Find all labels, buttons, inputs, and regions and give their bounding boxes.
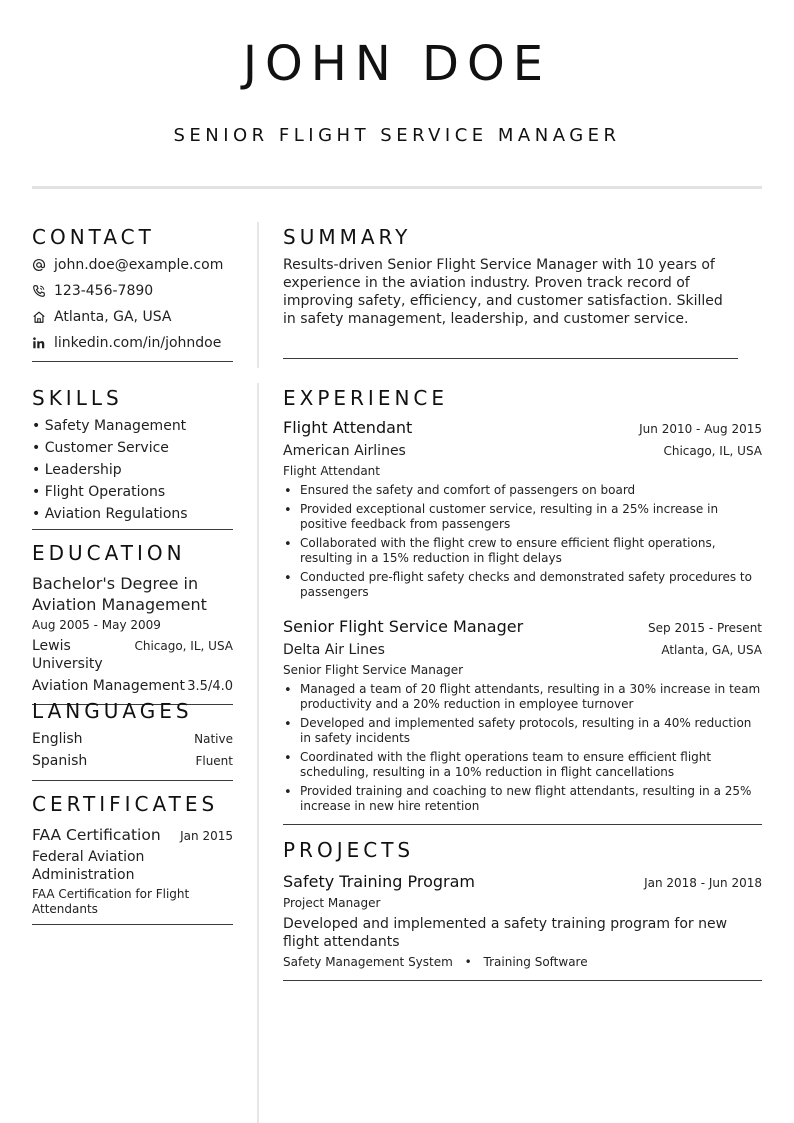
language-name: Spanish (32, 753, 88, 769)
certificate-row (32, 825, 233, 845)
job-bullet: • Ensured the safety and comfort of passengers on board (283, 483, 762, 498)
job-location: Atlanta, GA, USA (661, 643, 762, 657)
certificates-divider (32, 924, 233, 925)
education-section (32, 540, 233, 705)
header-divider (32, 186, 762, 189)
project-dates: Jan 2018 - Jun 2018 (644, 876, 762, 890)
summary-divider (283, 358, 738, 359)
languages-section (32, 698, 233, 781)
candidate-name: JOHN DOE (242, 36, 552, 92)
linkedin-icon (32, 336, 46, 350)
phone-icon (32, 284, 46, 298)
skill-item: • Flight Operations (32, 484, 166, 500)
column-divider-bottom (257, 383, 259, 1123)
job-role: Senior Flight Service Manager (283, 663, 464, 677)
summary-heading: SUMMARY (283, 225, 412, 249)
tool-separator: • (464, 955, 472, 969)
job-dates: Sep 2015 - Present (648, 621, 762, 635)
home-icon (32, 310, 46, 324)
language-level: Native (194, 732, 233, 746)
language-name: English (32, 731, 83, 747)
education-dates: Aug 2005 - May 2009 (32, 618, 161, 632)
experience-divider (283, 824, 762, 825)
certificate-date: Jan 2015 (180, 829, 233, 843)
at-icon (32, 258, 46, 272)
education-heading: EDUCATION (32, 541, 186, 565)
email-text: john.doe@example.com (54, 257, 224, 273)
experience-heading: EXPERIENCE (283, 386, 449, 410)
contact-divider (32, 361, 233, 362)
contact-location (32, 304, 233, 330)
languages-divider (32, 780, 233, 781)
job-bullet: • Conducted pre-flight safety checks and demonstrated safety procedures to passengers (283, 570, 762, 600)
certificates-section (32, 791, 233, 925)
job-header (283, 616, 762, 638)
summary-section (283, 224, 762, 359)
job-header (283, 417, 762, 439)
job-headline: SENIOR FLIGHT SERVICE MANAGER (173, 125, 621, 146)
job-bullet: • Managed a team of 20 flight attendants, resulting in a 30% increase in team productivity and a 20% reduction in employee turnover (283, 682, 762, 712)
contact-section (32, 224, 233, 362)
project-tools (283, 954, 762, 970)
field-row (32, 677, 233, 695)
summary-text: Results-driven Senior Flight Service Manager with 10 years of experience in the aviation industry. Proven track record of improving safety, efficiency, and customer satisfaction. Skilled in safety management, leadership, and customer service. (283, 257, 723, 327)
certificate-name: FAA Certification (32, 826, 161, 844)
projects-section (283, 837, 762, 981)
job-bullet: • Coordinated with the flight operations team to ensure efficient flight scheduling, resulting in a 10% reduction in flight cancellations (283, 750, 762, 780)
school-location: Chicago, IL, USA (134, 639, 233, 653)
company-name: American Airlines (283, 443, 406, 459)
certificates-heading: CERTIFICATES (32, 792, 219, 816)
contact-phone[interactable] (32, 278, 233, 304)
language-item (32, 728, 233, 750)
skills-section (32, 385, 233, 530)
location-text: Atlanta, GA, USA (54, 309, 172, 325)
project-name: Safety Training Program (283, 872, 475, 891)
job-entry (283, 417, 762, 600)
school-row (32, 637, 233, 673)
skill-item: • Aviation Regulations (32, 506, 188, 522)
gpa: 3.5/4.0 (187, 679, 233, 694)
languages-heading: LANGUAGES (32, 699, 193, 723)
project-tool: Training Software (483, 955, 588, 969)
job-bullets (283, 483, 762, 600)
job-title: Flight Attendant (283, 418, 413, 437)
skill-item: • Customer Service (32, 440, 169, 456)
school-name: Lewis University (32, 638, 103, 672)
skill-item: • Leadership (32, 462, 122, 478)
contact-email[interactable] (32, 252, 233, 278)
job-entry (283, 616, 762, 814)
job-role: Flight Attendant (283, 464, 380, 478)
project-tool: Safety Management System (283, 955, 453, 969)
language-item (32, 750, 233, 772)
job-bullet: • Developed and implemented safety protocols, resulting in a 40% reduction in safety incidents (283, 716, 762, 746)
project-description: Developed and implemented a safety training program for new flight attendants (283, 916, 728, 950)
job-company-row (283, 640, 762, 660)
job-bullet: • Provided training and coaching to new flight attendants, resulting in a 25% increase in new hire retention (283, 784, 762, 814)
skill-item: • Safety Management (32, 418, 187, 434)
projects-divider (283, 980, 762, 981)
project-header (283, 871, 762, 893)
certificate-description: FAA Certification for Flight Attendants (32, 887, 190, 916)
job-bullets (283, 682, 762, 814)
phone-text: 123-456-7890 (54, 283, 154, 299)
project-role: Project Manager (283, 896, 381, 910)
job-company-row (283, 441, 762, 461)
degree-title: Bachelor's Degree in Aviation Management (32, 574, 207, 614)
linkedin-text: linkedin.com/in/johndoe (54, 335, 222, 351)
column-divider-top (257, 222, 259, 368)
job-location: Chicago, IL, USA (663, 444, 762, 458)
contact-linkedin[interactable] (32, 330, 233, 356)
company-name: Delta Air Lines (283, 642, 385, 658)
job-dates: Jun 2010 - Aug 2015 (639, 422, 762, 436)
experience-section (283, 385, 762, 825)
skills-divider (32, 529, 233, 530)
job-bullet: • Provided exceptional customer service, resulting in a 25% increase in positive feedback from passengers (283, 502, 762, 532)
job-title: Senior Flight Service Manager (283, 617, 524, 636)
skills-heading: SKILLS (32, 386, 123, 410)
projects-heading: PROJECTS (283, 838, 415, 862)
job-bullet: • Collaborated with the flight crew to ensure efficient flight operations, resulting in a 15% reduction in flight delays (283, 536, 762, 566)
certificate-issuer: Federal Aviation Administration (32, 849, 145, 883)
contact-heading: CONTACT (32, 225, 155, 249)
field-of-study: Aviation Management (32, 678, 186, 694)
language-level: Fluent (195, 754, 233, 768)
